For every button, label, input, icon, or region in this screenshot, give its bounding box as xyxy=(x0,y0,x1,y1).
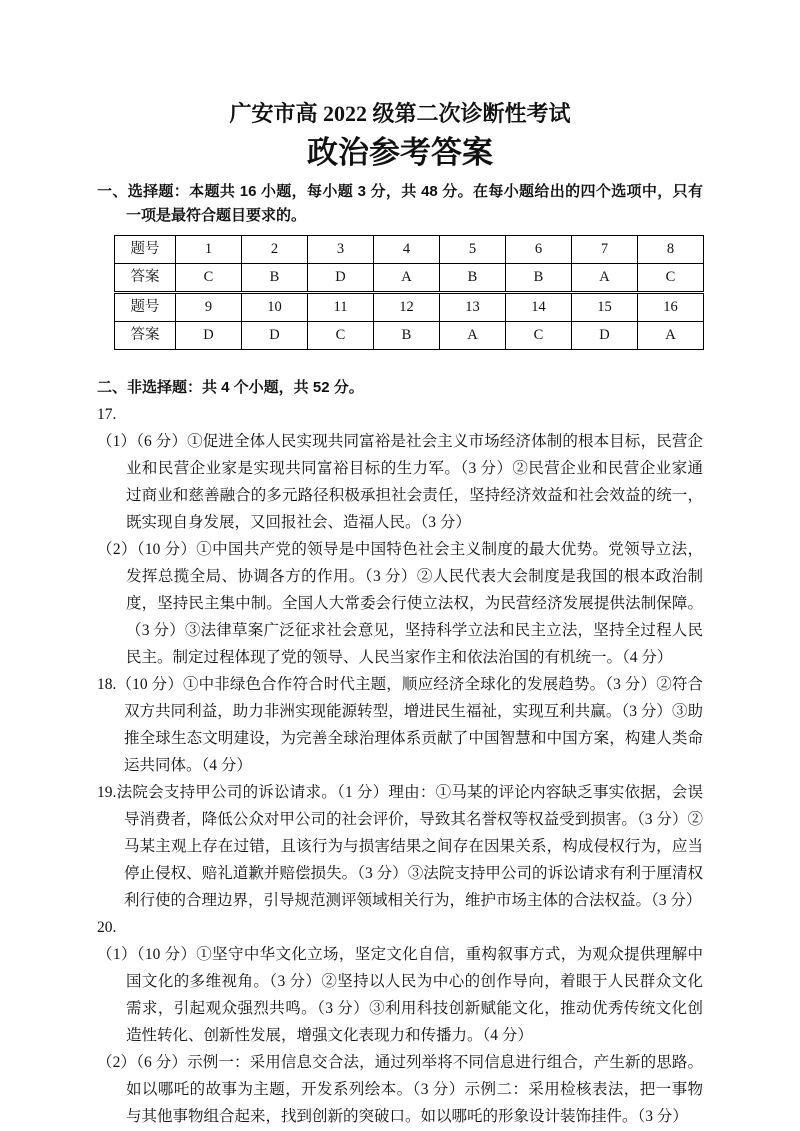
table-cell: D xyxy=(572,322,638,350)
table-cell: 11 xyxy=(308,293,374,322)
question-17-number: 17. xyxy=(97,406,117,423)
answer-18: 18.（10 分）①中非绿色合作符合时代主题，顺应经济全球化的发展趋势。（3 分）②符合双方共同利益，助力非洲实现能源转型，增进民生福祉，实现互利共赢。（3 分）③助推全球生态文明建设，为完善全球治理体系贡献了中国智慧和中国方案，构建人类命运共同体。（4 分） xyxy=(97,676,703,774)
table-cell: B xyxy=(374,322,440,350)
table-cell: C xyxy=(308,322,374,350)
table-cell: 10 xyxy=(242,293,308,322)
table-cell: 6 xyxy=(506,236,572,264)
table-cell: A xyxy=(572,264,638,293)
table-row-numbers-1-8 xyxy=(115,236,704,264)
row-label: 题号 xyxy=(115,293,176,322)
table-cell: D xyxy=(308,264,374,293)
table-cell: 14 xyxy=(506,293,572,322)
table-cell: B xyxy=(242,264,308,293)
table-cell: C xyxy=(506,322,572,350)
table-cell: 13 xyxy=(440,293,506,322)
table-row-numbers-9-16 xyxy=(115,293,704,322)
table-cell: 7 xyxy=(572,236,638,264)
table-cell: A xyxy=(638,322,704,350)
table-cell: 5 xyxy=(440,236,506,264)
table-cell: D xyxy=(242,322,308,350)
table-cell: 15 xyxy=(572,293,638,322)
answer-17-part2: （2）（10 分）①中国共产党的领导是中国特色社会主义制度的最大优势。党领导立法，发挥总揽全局、协调各方的作用。（3 分）②人民代表大会制度是我国的根本政治制度，坚持民主集中制。全国人大常委会行使立法权，为民营经济发展提供法制保障。（3 分）③法律草案广泛征求社会意见，坚持科学立法和民主立法，坚持全过程人民民主。制定过程体现了党的领导、人民当家作主和依法治国的有机统一。（4 分） xyxy=(97,541,703,666)
row-label: 题号 xyxy=(115,236,176,264)
table-cell: 9 xyxy=(176,293,242,322)
table-row-answers-1-8 xyxy=(115,264,704,293)
table-cell: C xyxy=(638,264,704,293)
mc-answer-table xyxy=(114,235,704,350)
table-cell: C xyxy=(176,264,242,293)
row-label: 答案 xyxy=(115,264,176,293)
table-cell: 12 xyxy=(374,293,440,322)
answer-20-part2: （2）（6 分）示例一：采用信息交合法，通过列举将不同信息进行组合，产生新的思路。如以哪吒的故事为主题，开发系列绘本。（3 分）示例二：采用检核表法，把一事物与其他事物组合起来，找到创新的突破口。如以哪吒的形象设计装饰挂件。（3 分） xyxy=(97,1054,703,1125)
table-cell: B xyxy=(506,264,572,293)
table-cell: 8 xyxy=(638,236,704,264)
table-cell: A xyxy=(440,322,506,350)
choice-section-heading: 一、选择题：本题共 16 小题，每小题 3 分，共 48 分。在每小题给出的四个选项中，只有一项是最符合题目要求的。 xyxy=(97,183,703,224)
row-label: 答案 xyxy=(115,322,176,350)
table-cell: 16 xyxy=(638,293,704,322)
table-cell: A xyxy=(374,264,440,293)
question-20-number: 20. xyxy=(97,919,117,936)
table-cell: 4 xyxy=(374,236,440,264)
answer-19: 19.法院会支持甲公司的诉讼请求。（1 分）理由：①马某的评论内容缺乏事实依据，会误导消费者，降低公众对甲公司的社会评价，导致其名誉权等权益受到损害。（3 分）②马某主观上存在过错，且该行为与损害结果之间存在因果关系，构成侵权行为，应当停止侵权、赔礼道歉并赔偿损失。（3 分）③法院支持甲公司的诉讼请求有利于厘清权利行使的合理边界，引导规范测评领域相关行为，维护市场主体的合法权益。（3 分） xyxy=(97,784,703,909)
table-cell: B xyxy=(440,264,506,293)
answer-17-part1: （1）（6 分）①促进全体人民实现共同富裕是社会主义市场经济体制的根本目标，民营企业和民营企业家是实现共同富裕目标的生力军。（3 分）②民营企业和民营企业家通过商业和慈善融合的多元路径积极承担社会责任，坚持经济效益和社会效益的统一，既实现自身发展，又回报社会、造福人民。（3 分） xyxy=(97,433,703,531)
doc-title: 广安市高 2022 级第二次诊断性考试 xyxy=(229,101,571,126)
answer-20-part1: （1）（10 分）①坚守中华文化立场，坚定文化自信，重构叙事方式，为观众提供理解中国文化的多维视角。（3 分）②坚持以人民为中心的创作导向，着眼于人民群众文化需求，引起观众强烈共鸣。（3 分）③利用科技创新赋能文化，推动优秀传统文化创造性转化、创新性发展，增强文化表现力和传播力。（4 分） xyxy=(97,946,703,1044)
table-cell: 1 xyxy=(176,236,242,264)
doc-subtitle: 政治参考答案 xyxy=(307,135,493,170)
table-cell: 3 xyxy=(308,236,374,264)
table-cell: 2 xyxy=(242,236,308,264)
free-section-heading: 二、非选择题：共 4 个小题，共 52 分。 xyxy=(97,379,364,396)
table-cell: D xyxy=(176,322,242,350)
table-row-answers-9-16 xyxy=(115,322,704,350)
